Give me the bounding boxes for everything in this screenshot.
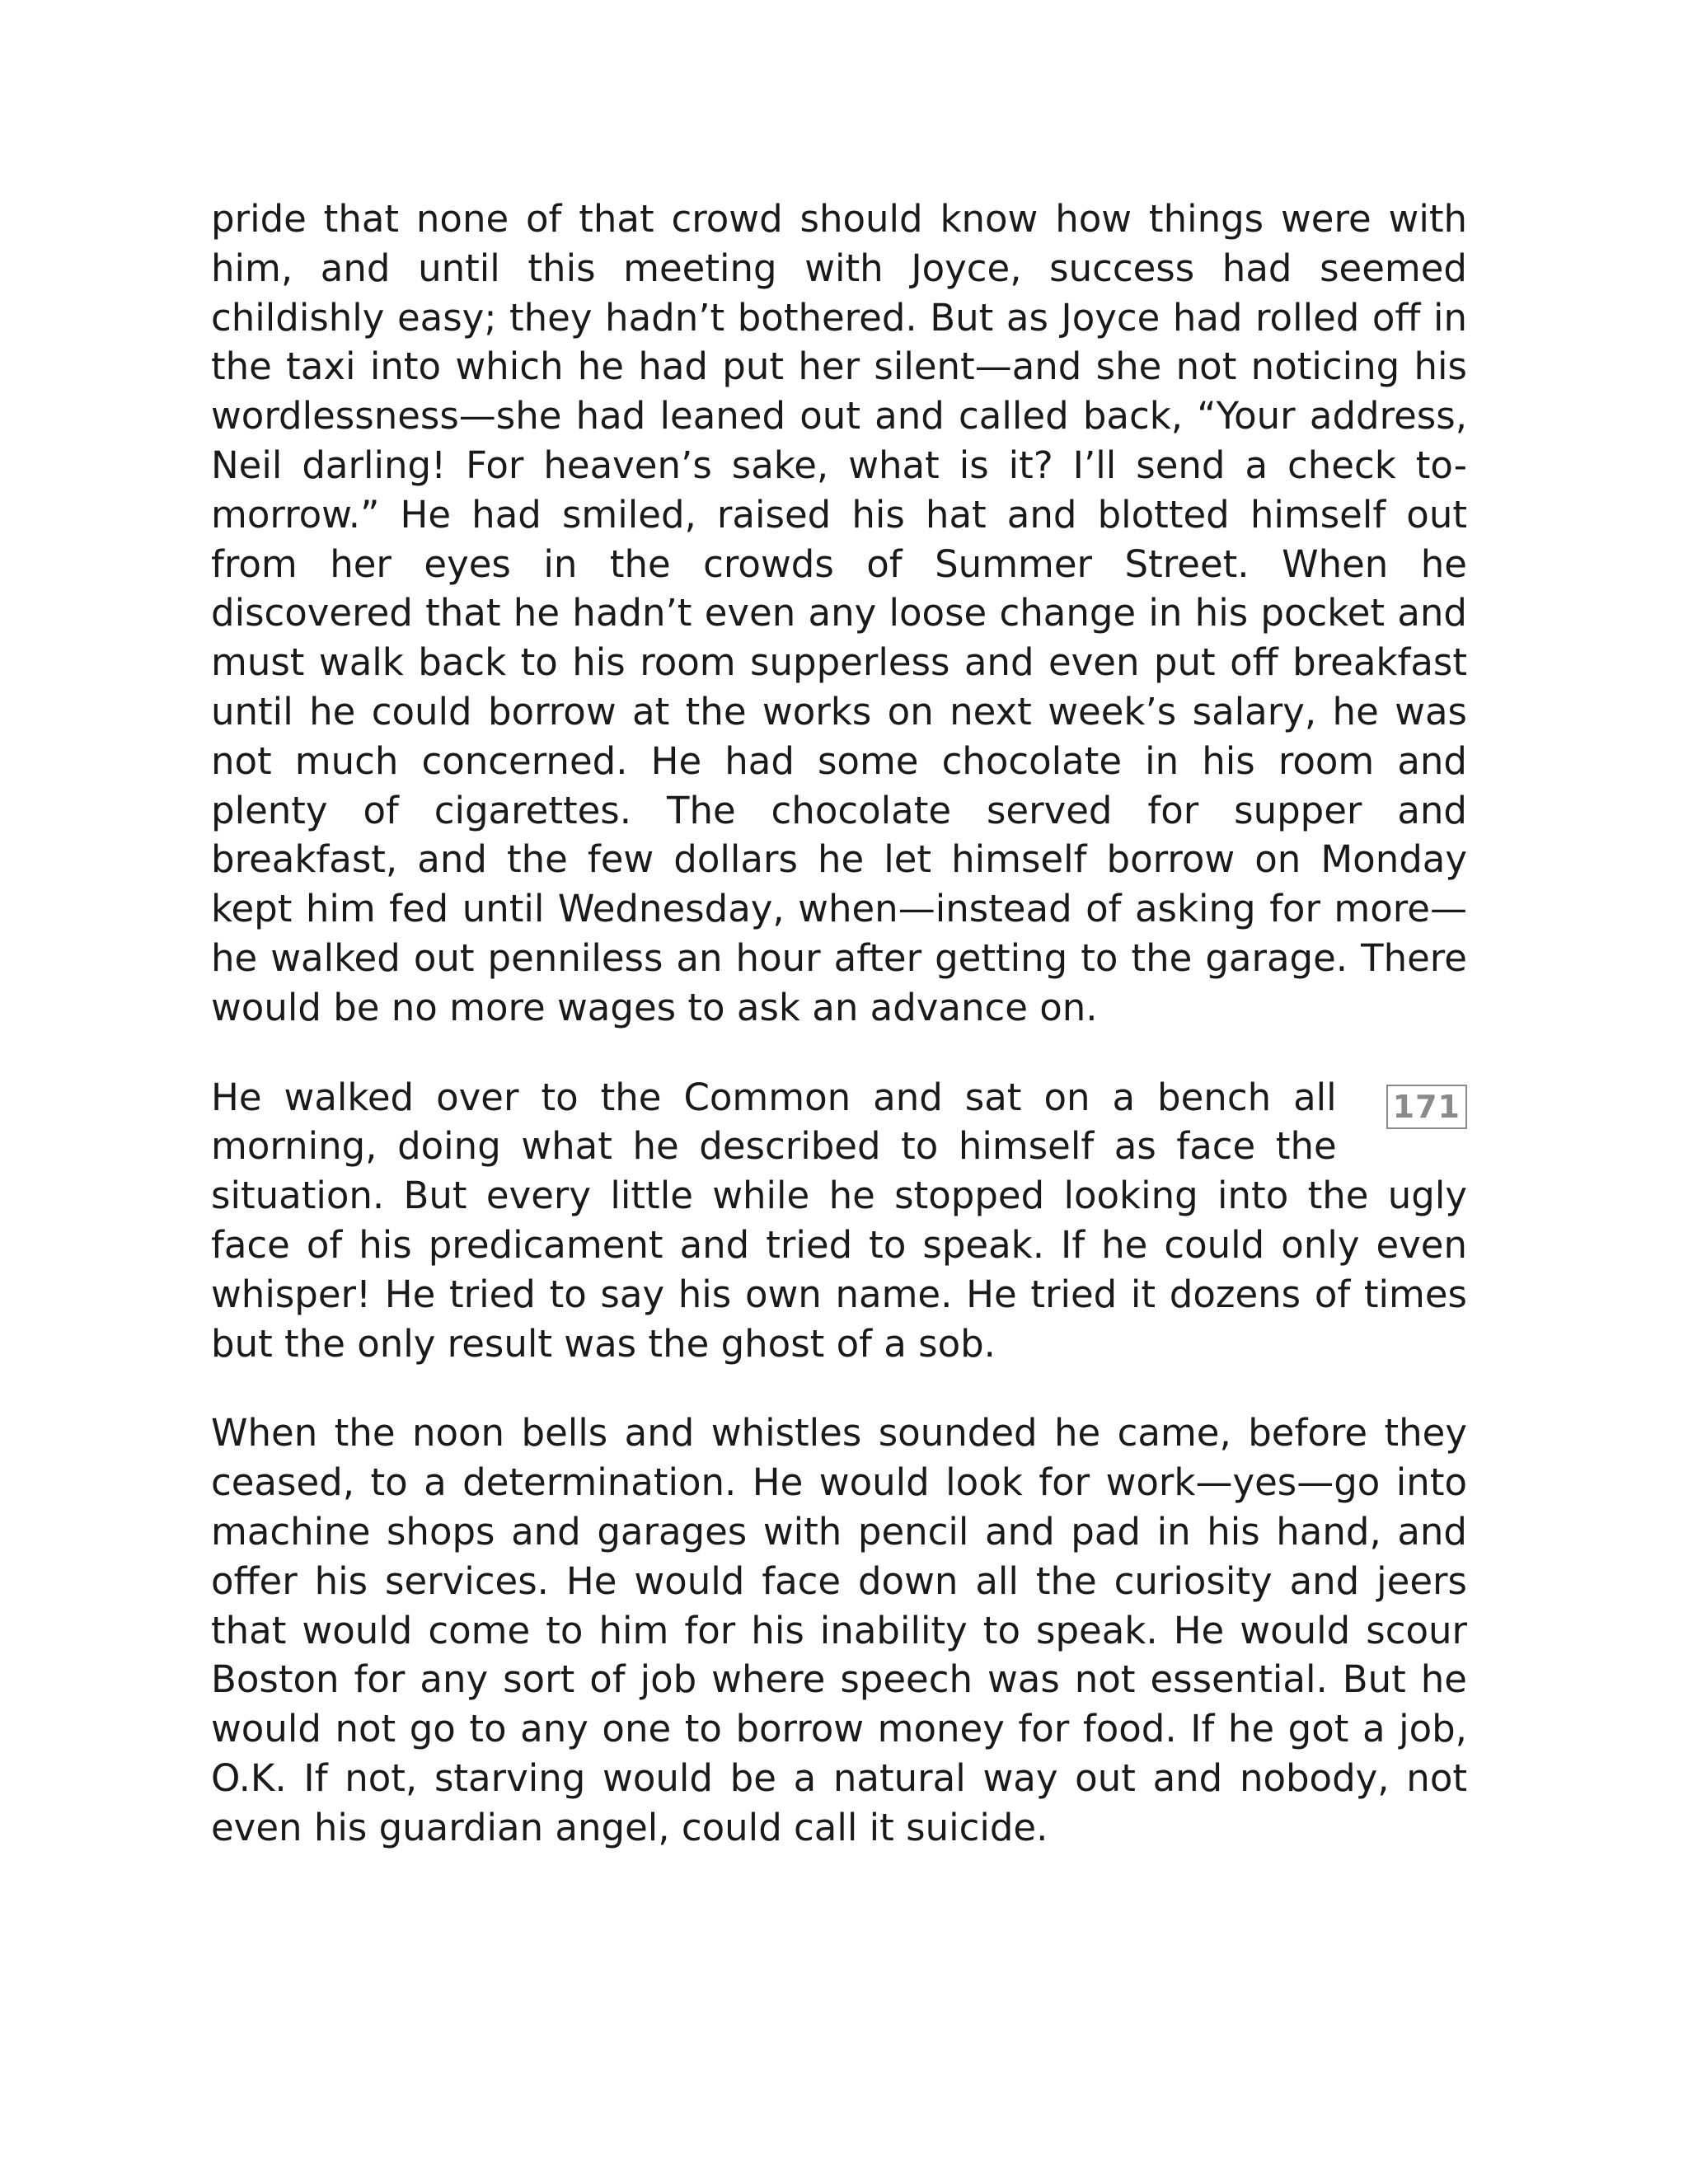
paragraph-1: pride that none of that crowd should know how things were with him, and until this meeting with Joyce, success had seemed childishly easy; they hadn’t bothered. But as Joyce had rolled off in the taxi into which he had put her silent—and she not noticing his wordlessness—she had leaned out and called back, “Your address, Neil darling! For heaven’s sake, what is it? I’ll send a check to-morrow.” He had smiled, raised his hat and blotted himself out from her eyes in the crowds of Summer Street. When he discovered that he hadn’t even any loose change in his pocket and must walk back to his room supperless and even put off breakfast until he could borrow at the works on next week’s salary, he was not much concerned. He had some chocolate in his room and plenty of cigarettes. The chocolate served for supper and breakfast, and the few dollars he let himself borrow on Monday kept him fed until Wednesday, when—instead of asking for more—he walked out penniless an hour after getting to the garage. There would be no more wages to ask an advance on. <box>211 197 1467 1029</box>
paragraph-2 <box>211 1073 1467 1369</box>
body-text <box>211 194 1467 1893</box>
page-number: 171 <box>1386 1085 1467 1129</box>
paragraph-2-text: He walked over to the Common and sat on a bench all morning, doing what he described to himself as face the situation. But every little while he stopped looking into the ugly face of his predicament and tried to speak. If he could only even whisper! He tried to say his own name. He tried it dozens of times but the only result was the ghost of a sob. <box>211 1075 1467 1366</box>
paragraph-3: When the noon bells and whistles sounded he came, before they ceased, to a determination. He would look for work—yes—go into machine shops and garages with pencil and pad in his hand, and offer his services. He would face down all the curiosity and jeers that would come to him for his inability to speak. He would scour Boston for any sort of job where speech was not essential. But he would not go to any one to borrow money for food. If he got a job, O.K. If not, starving would be a natural way out and nobody, not even his guardian angel, could call it suicide. <box>211 1411 1467 1849</box>
